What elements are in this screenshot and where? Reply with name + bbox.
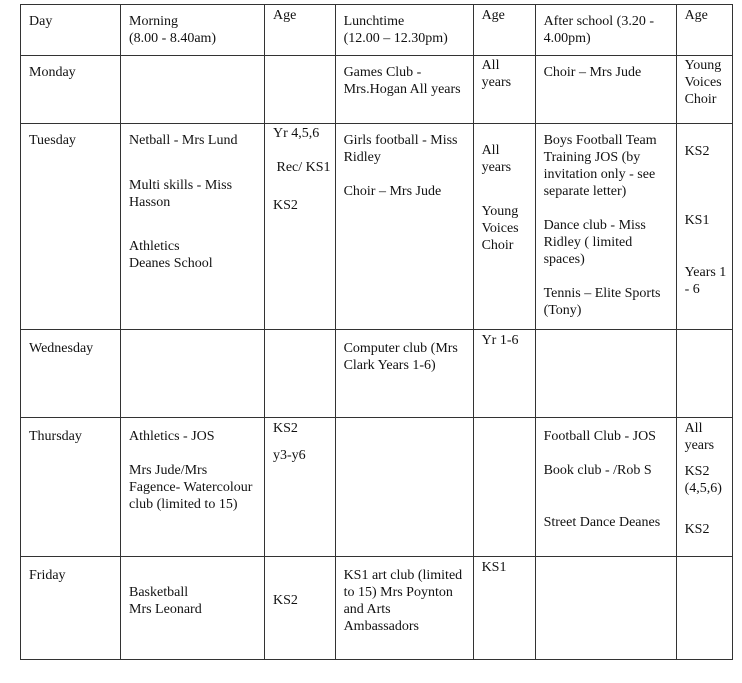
header-lunchtime: Lunchtime (12.00 – 12.30pm) (343, 14, 448, 46)
day-label: Wednesday (29, 341, 94, 356)
thursday-morning-age-cell (265, 418, 336, 557)
wednesday-day-cell (21, 330, 121, 418)
header-morning-cell (121, 5, 265, 56)
monday-after-school-cell (535, 56, 676, 124)
age-entry: KS1 (481, 560, 507, 575)
club-entry: Book club - /Rob S (543, 463, 652, 478)
club-entry: Mrs Jude/Mrs Fagence- Watercolour club (limited to 15) (129, 463, 253, 512)
day-label: Tuesday (29, 133, 76, 148)
tuesday-morning-cell (121, 124, 265, 330)
header-morning: Morning (8.00 - 8.40am) (129, 14, 217, 46)
club-entry: Multi skills - Miss Hasson (129, 178, 233, 210)
tuesday-lunchtime-cell (335, 124, 473, 330)
thursday-lunch-age-cell (473, 418, 535, 557)
monday-row (21, 56, 733, 124)
club-entry: Choir – Mrs Jude (343, 184, 442, 199)
tuesday-morning-age-cell (265, 124, 336, 330)
day-label: Friday (29, 568, 66, 583)
friday-after-school-cell (535, 557, 676, 660)
friday-day-cell (21, 557, 121, 660)
club-entry: Dance club - Miss Ridley ( limited spaces) (543, 218, 646, 267)
age-entry: Years 1 - 6 (684, 265, 727, 297)
thursday-after-age-cell (676, 418, 732, 557)
header-after-age: Age (684, 8, 708, 23)
header-after-school: After school (3.20 - 4.00pm) (543, 14, 654, 46)
monday-lunch-age-cell (473, 56, 535, 124)
club-entry: Boys Football Team Training JOS (by invitation only - see separate letter) (543, 133, 657, 199)
club-entry: Choir – Mrs Jude (543, 65, 642, 80)
monday-after-age-cell (676, 56, 732, 124)
friday-row (21, 557, 733, 660)
wednesday-morning-cell (121, 330, 265, 418)
age-entry: Young Voices Choir (481, 204, 519, 253)
day-label: Monday (29, 65, 76, 80)
club-entry: Games Club - Mrs.Hogan All years (343, 65, 461, 97)
age-entry: KS1 (684, 213, 710, 228)
wednesday-lunch-age-cell (473, 330, 535, 418)
club-entry: Computer club (Mrs Clark Years 1-6) (343, 341, 458, 373)
age-entry: Yr 1-6 (481, 333, 519, 348)
friday-lunchtime-cell (335, 557, 473, 660)
monday-day-cell (21, 56, 121, 124)
age-entry: All years (684, 421, 715, 453)
friday-morning-age-cell (265, 557, 336, 660)
club-entry: Girls football - Miss Ridley (343, 133, 458, 165)
header-after-school-cell (535, 5, 676, 56)
header-lunchtime-cell (335, 5, 473, 56)
age-entry: KS2 (684, 144, 710, 159)
age-entry: KS2 (273, 198, 298, 213)
thursday-morning-cell (121, 418, 265, 557)
tuesday-row (21, 124, 733, 330)
wednesday-after-age-cell (676, 330, 732, 418)
club-entry: Street Dance Deanes (543, 515, 661, 530)
tuesday-after-school-cell (535, 124, 676, 330)
club-entry: Netball - Mrs Lund (129, 133, 238, 148)
thursday-after-school-cell (535, 418, 676, 557)
wednesday-row (21, 330, 733, 418)
club-entry: Tennis – Elite Sports (Tony) (543, 286, 661, 318)
club-entry: Basketball Mrs Leonard (129, 585, 202, 617)
header-day: Day (29, 14, 53, 29)
club-entry: Athletics Deanes School (129, 239, 213, 271)
tuesday-after-age-cell (676, 124, 732, 330)
header-morning-age: Age (273, 8, 297, 23)
age-entry: y3-y6 (273, 448, 306, 463)
club-entry: KS1 art club (limited to 15) Mrs Poynton and Arts Ambassadors (343, 568, 463, 634)
friday-lunch-age-cell (473, 557, 535, 660)
tuesday-day-cell (21, 124, 121, 330)
day-label: Thursday (29, 429, 82, 444)
age-entry: KS2 (273, 421, 298, 436)
age-entry: Rec/ KS1 (273, 160, 331, 175)
monday-lunchtime-cell (335, 56, 473, 124)
header-lunch-age-cell (473, 5, 535, 56)
thursday-row (21, 418, 733, 557)
thursday-lunchtime-cell (335, 418, 473, 557)
age-entry: KS2 (684, 522, 710, 537)
monday-morning-cell (121, 56, 265, 124)
friday-morning-cell (121, 557, 265, 660)
wednesday-morning-age-cell (265, 330, 336, 418)
age-entry: All years (481, 58, 512, 90)
age-entry: KS2 (273, 593, 298, 608)
header-morning-age-cell (265, 5, 336, 56)
age-entry: KS2 (4,5,6) (684, 464, 722, 496)
friday-after-age-cell (676, 557, 732, 660)
clubs-timetable (20, 4, 733, 660)
header-after-age-cell (676, 5, 732, 56)
wednesday-lunchtime-cell (335, 330, 473, 418)
header-day-cell (21, 5, 121, 56)
age-entry: All years (481, 143, 512, 175)
club-entry: Athletics - JOS (129, 429, 215, 444)
age-entry: Yr 4,5,6 (273, 126, 320, 141)
club-entry: Football Club - JOS (543, 429, 656, 444)
monday-morning-age-cell (265, 56, 336, 124)
wednesday-after-school-cell (535, 330, 676, 418)
header-row (21, 5, 733, 56)
tuesday-lunch-age-cell (473, 124, 535, 330)
thursday-day-cell (21, 418, 121, 557)
age-entry: Young Voices Choir (684, 58, 722, 107)
header-lunch-age: Age (481, 8, 505, 23)
